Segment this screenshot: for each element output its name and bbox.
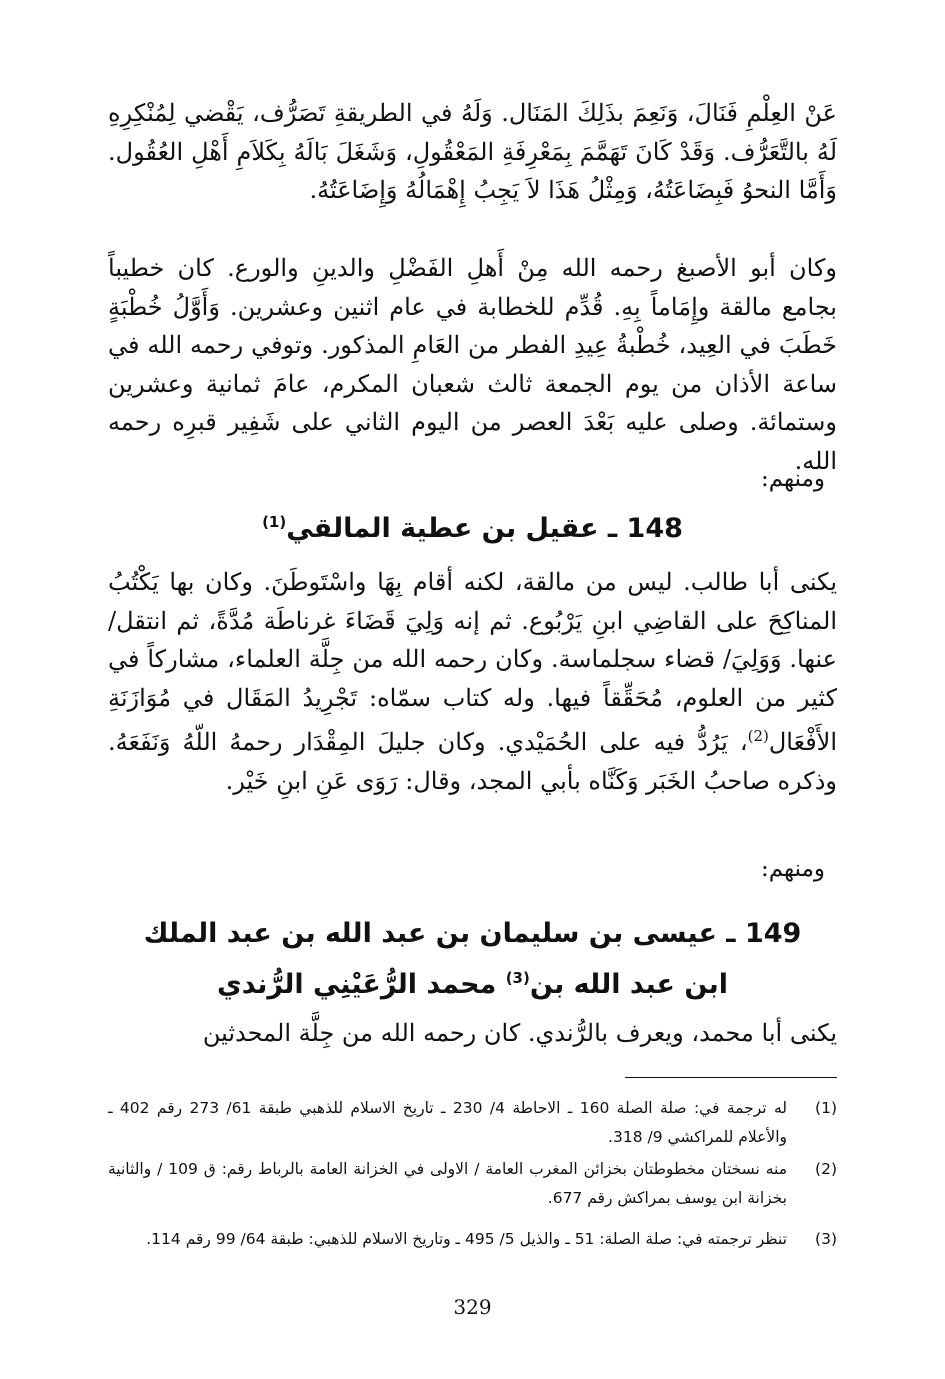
entry-heading-149 [108, 912, 837, 1007]
paragraph-abu-al-asbagh [108, 249, 837, 480]
entry-heading-line: 149 ـ عيسى بن سليمان بن عبد الله بن عبد الملك [143, 918, 802, 949]
paragraph-text: يكنى أبا محمد، ويعرف بالرُّندي. كان رحمه الله من جِلَّة المحدثين [202, 1019, 837, 1047]
paragraph-text: وكان أبو الأصبغ رحمه الله مِنْ أَهلِ الفَضْلِ والدينِ والورع. كان خطيباً بجامع مالقة وإِمَاماً بِهِ. قُدِّم للخطابة في عام اثنين وعشرين. وَأَوَّلُ خُطْبَةٍ خَطَبَ في العِيد، خُطْبةُ عِيدِ الفطر من العَامِ المذكور. وتوفي رحمه الله في ساعة الأذان من يوم الجمعة ثالث شعبان المكرم، عامَ ثمانية وعشرين وستمائة. وصلى عليه بَعْدَ العصر من اليوم الثاني على شَفِير قبرِه رحمه الله. [108, 254, 837, 475]
paragraph-isa [108, 1014, 837, 1053]
footnote-number: (3) [815, 1230, 837, 1248]
paragraph-text: عَنْ العِلْمِ فَنَالَ، وَنَعِمَ بذَلِكَ المَنَال. وَلَهُ في الطريقةِ تَصَرُّف، يَقْضي لِمُنْكِرِهِ لَهُ بالتَّعَرُّف. وَقَدْ كَانَ تَهَمَّمَ بِمَعْرِفَةِ المَعْقُولِ، وَشَغَلَ بَالَهُ بِكَلاَمِ أَهْلِ العُقُول. وَأَمَّا النحوُ فَبِضَاعَتُهُ، وَمِثْلُ هَذَا لاَ يَجِبُ إِهْمَالُهُ وَإِضَاعَتُهُ. [108, 99, 838, 204]
entry-heading-text: 148 ـ عقيل بن عطية المالقي [286, 513, 683, 544]
paragraph-continuation [108, 94, 837, 210]
paragraph-text-part: ، يَرُدُّ فيه على الحُمَيْدي. وكان جليلَ المِقْدَار رحمهُ اللّهُ وَنَفَعَهُ. وذكره صاحبُ الخَبَر وَكَنَّاه بأبي المجد، وقال: رَوَى عَنِ ابنِ خَيْر. [108, 728, 837, 795]
entry-heading-text: ابن عبد الله بن [529, 969, 729, 1000]
paragraph-text-part: يكنى أبا طالب. ليس من مالقة، لكنه أقام بِهَا واسْتَوطَنَ. وكان بها يَكْتُبُ المناكِحَ على القاضِي ابنِ يَرْبُوع. ثم إنه وَلِيَ قَضَاءَ غرناطَة مُدَّةً، ثم انتقل/عنها. وَوَلِيَ/ قضاء سجلماسة. وكان رحمه الله من جِلَّة العلماء، مشاركاً في كثير من العلوم، مُحَقِّقاً فيها. وله كتاب سمّاه: تَجْرِيدُ المَقَال في مُوَازَنَةِ الأَفْعَال [108, 568, 838, 756]
page-number: 329 [453, 1295, 492, 1319]
entry-heading-148 [108, 500, 837, 551]
section-label: ومنهم: [760, 466, 825, 492]
footnote-text: تنظر ترجمته في: صلة الصلة: 51 ـ والذيل 5/ 495 ـ وتاريخ الاسلام للذهبي: طبقة 64/ 99 رقم 114. [146, 1230, 787, 1248]
footnote [108, 1225, 837, 1254]
footnote-number: (1) [815, 1099, 837, 1117]
footnote-ref: (1) [262, 513, 287, 531]
footnote-ref: (3) [505, 969, 530, 987]
entry-heading-text: محمد الرُّعَيْنِي الرُّندي [216, 969, 506, 1000]
footnote [108, 1094, 837, 1152]
entry-heading-line [108, 956, 837, 1007]
footnote [108, 1155, 837, 1213]
footnote-text: له ترجمة في: صلة الصلة 160 ـ الاحاطة 4/ 230 ـ تاريخ الاسلام للذهبي طبقة 61/ 273 رقم 402 ـ والأعلام للمراكشي 9/ 318. [108, 1099, 787, 1146]
paragraph-aqil [108, 563, 837, 800]
section-label: ومنهم: [760, 856, 825, 882]
paragraph-text [108, 563, 837, 800]
footnote-ref: (2) [747, 727, 769, 745]
footnote-number: (2) [815, 1160, 837, 1178]
footnote-divider [625, 1077, 837, 1078]
footnote-text: منه نسختان مخطوطتان بخزائن المغرب العامة / الاولى في الخزانة العامة بالرباط رقم: ق 109 / والثانية بخزانة ابن يوسف بمراكش رقم 677. [108, 1160, 788, 1207]
